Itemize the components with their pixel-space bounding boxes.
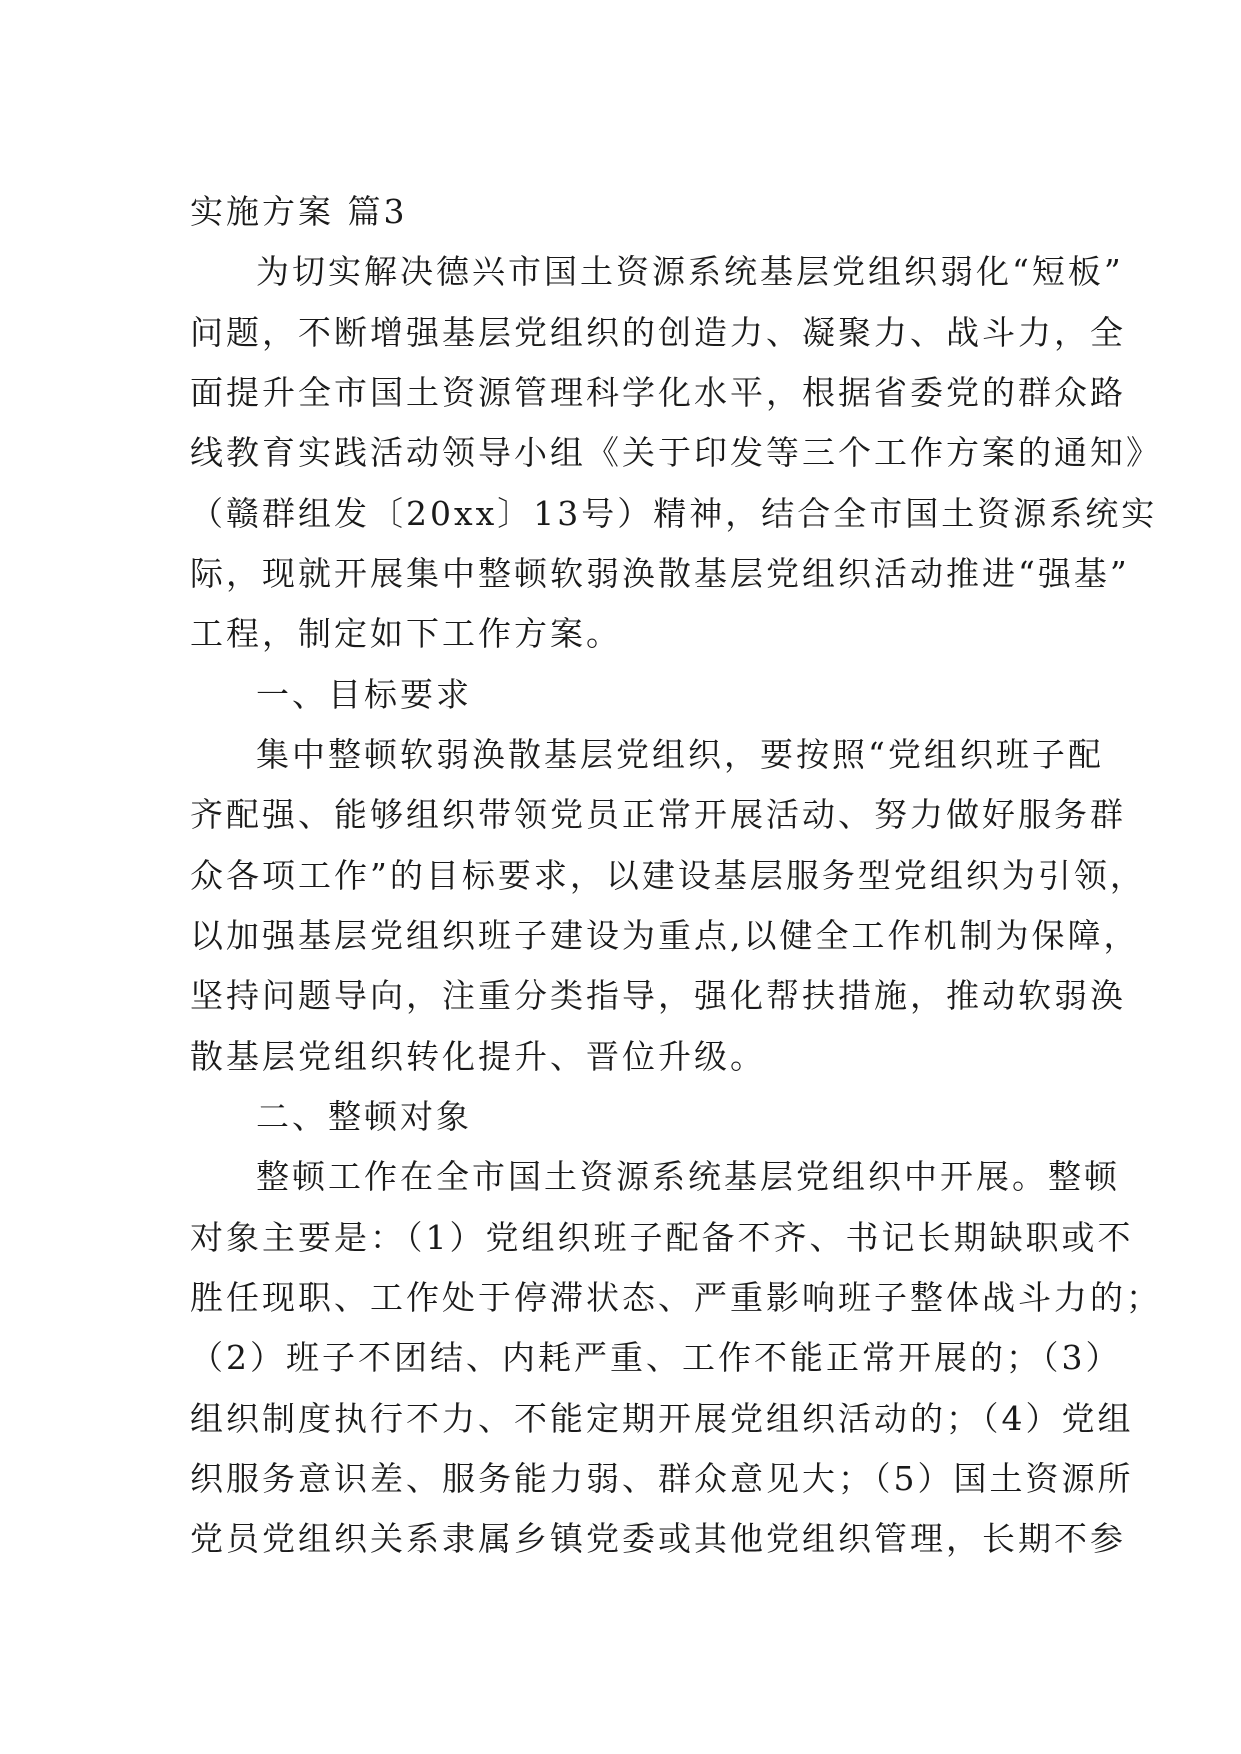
paragraph-line: 整顿工作在全市国土资源系统基层党组织中开展。整顿 [256, 1157, 1120, 1196]
paragraph-line: 线教育实践活动领导小组《关于印发等三个工作方案的通知》 [190, 433, 1162, 472]
section-heading: 一、目标要求 [256, 675, 472, 714]
paragraph-line: 以加强基层党组织班子建设为重点,以健全工作机制为保障， [190, 916, 1140, 955]
paragraph-line: 胜任现职、工作处于停滞状态、严重影响班子整体战斗力的； [190, 1278, 1162, 1317]
paragraph-line: 集中整顿软弱涣散基层党组织，要按照“党组织班子配 [256, 735, 1104, 774]
document-title: 实施方案 篇3 [190, 192, 408, 231]
paragraph-line: （赣群组发〔20xx〕13号）精神，结合全市国土资源系统实 [190, 494, 1158, 533]
paragraph-line: 面提升全市国土资源管理科学化水平，根据省委党的群众路 [190, 373, 1126, 412]
section-heading: 二、整顿对象 [256, 1097, 472, 1136]
paragraph-line: 组织制度执行不力、不能定期开展党组织活动的；（4）党组 [190, 1399, 1134, 1438]
paragraph-line: 问题，不断增强基层党组织的创造力、凝聚力、战斗力，全 [190, 313, 1126, 352]
paragraph-line: 对象主要是：（1）党组织班子配备不齐、书记长期缺职或不 [190, 1218, 1134, 1257]
paragraph-line: 党员党组织关系隶属乡镇党委或其他党组织管理，长期不参 [190, 1519, 1126, 1558]
paragraph-line: 织服务意识差、服务能力弱、群众意见大；（5）国土资源所 [190, 1459, 1134, 1498]
paragraph-line: 坚持问题导向，注重分类指导，强化帮扶措施，推动软弱涣 [190, 976, 1126, 1015]
paragraph-line: 际，现就开展集中整顿软弱涣散基层党组织活动推进“强基” [190, 554, 1130, 593]
paragraph-line: 众各项工作”的目标要求，以建设基层服务型党组织为引领， [190, 856, 1146, 895]
paragraph-line: 工程，制定如下工作方案。 [190, 614, 622, 653]
paragraph-line: 齐配强、能够组织带领党员正常开展活动、努力做好服务群 [190, 795, 1126, 834]
paragraph-line: 散基层党组织转化提升、晋位升级。 [190, 1037, 766, 1076]
paragraph-line: （2）班子不团结、内耗严重、工作不能正常开展的；（3） [190, 1338, 1122, 1377]
paragraph-line: 为切实解决德兴市国土资源系统基层党组织弱化“短板” [256, 252, 1124, 291]
